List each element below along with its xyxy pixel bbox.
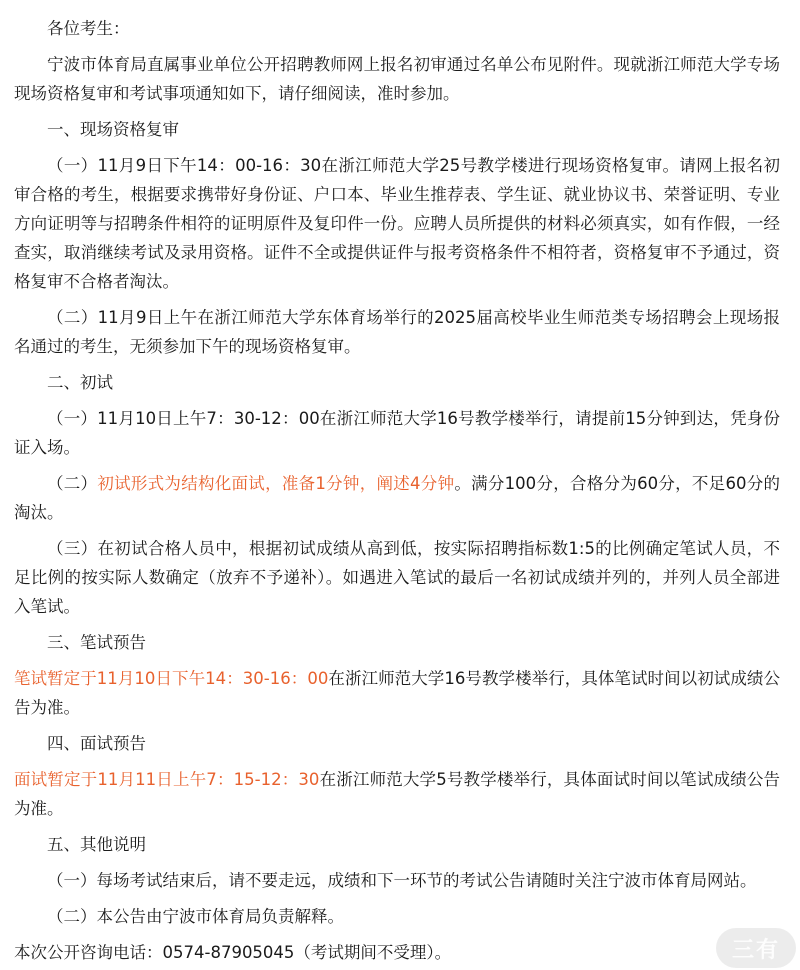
- section4-highlight: 面试暂定于11月11日上午7：15-12：30: [14, 770, 320, 789]
- section2-item2-highlight: 初试形式为结构化面试，准备1分钟，阐述4分钟: [97, 474, 455, 493]
- section5-item1: （一）每场考试结束后，请不要走远，成绩和下一环节的考试公告请随时关注宁波市体育局网站。: [47, 871, 757, 890]
- watermark-logo-text: 三有: [731, 937, 780, 963]
- section3-heading: 三、笔试预告: [47, 633, 146, 652]
- section4-body: [14, 765, 780, 823]
- watermark-logo: [716, 928, 796, 968]
- section5-heading: 五、其他说明: [47, 835, 146, 854]
- section4-rest: 在浙江师范大学5号教学楼举行，具体面试时间以笔试成绩公告为准。: [14, 770, 781, 818]
- section2-item1: （一）11月10日上午7：30-12：00在浙江师范大学16号教学楼举行，请提前15分钟到达，凭身份证入场。: [14, 409, 780, 457]
- intro-paragraph: 宁波市体育局直属事业单位公开招聘教师网上报名初审通过名单公布见附件。现就浙江师范大学专场现场资格复审和考试事项通知如下，请仔细阅读，准时参加。: [14, 55, 780, 103]
- section2-item3: （三）在初试合格人员中，根据初试成绩从高到低，按实际招聘指标数1:5的比例确定笔试人员，不足比例的按实际人数确定（放弃不予递补）。如遇进入笔试的最后一名初试成绩并列的，并列人员全部进入笔试。: [14, 539, 780, 616]
- section4-heading: 四、面试预告: [47, 734, 146, 753]
- section5-item2: （二）本公告由宁波市体育局负责解释。: [47, 907, 344, 926]
- section1-item1: （一）11月9日下午14：00-16：30在浙江师范大学25号教学楼进行现场资格复审。请网上报名初审合格的考生，根据要求携带好身份证、户口本、毕业生推荐表、学生证、就业协议书、荣誉证明、专业方向证明等与招聘条件相符的证明原件及复印件一份。应聘人员所提供的材料必须真实，如有作假，一经查实，取消继续考试及录用资格。证件不全或提供证件与报考资格条件不相符者，资格复审不予通过，资格复审不合格者淘汰。: [14, 156, 780, 291]
- greeting: 各位考生：: [47, 19, 130, 38]
- section2-item2-rest: 。满分100分，合格分为60分，不足60分的淘汰。: [14, 474, 780, 522]
- section1-heading: 一、现场资格复审: [47, 120, 179, 139]
- section3-highlight: 笔试暂定于11月10日下午14：30-16：00: [14, 669, 329, 688]
- section2-item2: [14, 469, 780, 527]
- section2-heading: 二、初试: [47, 373, 113, 392]
- section3-body: [14, 664, 780, 722]
- section3-rest: 在浙江师范大学16号教学楼举行，具体笔试时间以初试成绩公告为准。: [14, 669, 780, 717]
- section1-item2: （二）11月9日上午在浙江师范大学东体育场举行的2025届高校毕业生师范类专场招聘会上现场报名通过的考生，无须参加下午的现场资格复审。: [14, 308, 780, 356]
- section2-item2-prefix: （二）: [47, 474, 98, 493]
- contact-line: 本次公开咨询电话：0574-87905045（考试期间不受理）。: [14, 943, 452, 962]
